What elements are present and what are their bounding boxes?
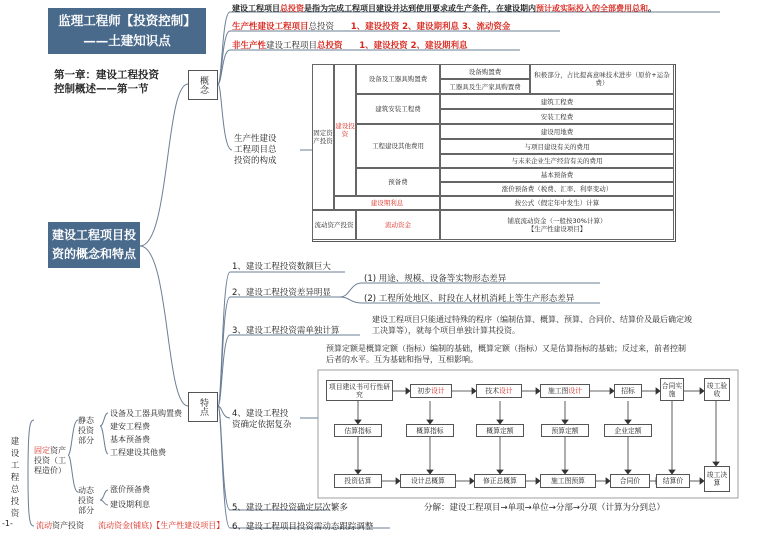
feature-2-sub2: (2) 工程所处地区、时段在人材机消耗上等生产形态差异 (364, 294, 575, 304)
flow-cost-final-accounts: 竣工决算 (704, 466, 730, 492)
tree-current-asset (36, 520, 84, 531)
feature-4-desc-1: 预算定额是概算定额（指标）编制的基础，概算定额（指标）又是估算指标的基础；反过来，前者控制 (326, 344, 686, 353)
cell-reserve: 预备费 (356, 168, 440, 196)
cell-working-capital: 流动资金 (356, 210, 440, 240)
tree-static-item-4: 工程建设其他费 (110, 448, 166, 457)
flow-stage-technical-design (476, 384, 522, 398)
center-topic (48, 222, 140, 268)
chapter-line2: 控制概述——第一节 (54, 83, 149, 95)
def3-part-b: 建设工程项目 (266, 41, 318, 51)
flow-stage-construction-drawing (540, 384, 590, 398)
flow-norm-budget-index: 概算指标 (406, 424, 454, 437)
title-line2: ——土建知识点 (83, 33, 171, 48)
cell-building-fee: 建筑安装工程费 (356, 94, 440, 124)
feature-3-desc (372, 314, 752, 336)
def1-part-d: 预计或实际投入的全部费用总和 (536, 4, 648, 13)
feature-4-l2: 资确定依据复杂 (232, 420, 292, 430)
tree-current-working: 流动资金(铺底)【生产性建设项目】 (98, 521, 225, 530)
flow-stage-feasibility: 项目建议书可行性研究 (326, 380, 393, 401)
definition-total-investment (232, 3, 656, 14)
title-box (48, 8, 206, 54)
flow-stage-acceptance: 竣工验收 (704, 378, 730, 401)
tree-dynamic-item-1: 涨价预备费 (110, 485, 150, 494)
feature-3-desc-1: 建设工程项目只能通过特殊的程序（编制估算、概算、预算、合同价、结算价及最后确定竣 (372, 315, 692, 324)
def3-part-d: 1、建设投资 2、建设期利息 (359, 41, 468, 51)
branch-feature: 特点 (188, 392, 218, 422)
chapter-line1: 第一章：建设工程投资 (54, 69, 159, 81)
cell-construction-invest: 建设投资 (334, 64, 356, 196)
cell-install-works: 安装工程费 (440, 109, 674, 124)
cell-basic-reserve: 基本预备费 (440, 168, 674, 182)
def1-part-b: 总投资 (280, 4, 304, 13)
def2-part-a: 生产性建设工程项目 (232, 22, 309, 32)
cell-working-note (440, 210, 674, 240)
def1-part-a: 建设工程项目 (232, 4, 280, 13)
def3-part-c: 总投资 (317, 41, 343, 51)
working-note-2: 【生产性建设项目】 (527, 225, 587, 233)
feature-1: 1、建设工程投资数额巨大 (232, 262, 331, 272)
def1-part-e: 。 (648, 4, 656, 13)
flow-norm-estimate-index: 估算指标 (334, 424, 382, 437)
branch-concept: 概念 (188, 70, 218, 100)
feature-2-sub1: (1) 用途、规模、设备等实物形态差异 (364, 274, 507, 284)
tree-total-label: 建设工程总投资 (10, 437, 20, 519)
tree-current-b: 资产投资 (52, 521, 84, 530)
working-note-1: 铺底流动资金（一般按30%计算） (507, 217, 607, 225)
cell-land-fee: 建设用地费 (440, 124, 674, 139)
tree-static-item-2: 建安工程费 (110, 422, 150, 431)
tree-dynamic-item-2: 建设期利息 (110, 500, 150, 509)
cell-equipment: 设备及工器具购置费 (356, 64, 440, 94)
cell-tools-purchase: 工器具及生产家具购置费 (440, 79, 530, 94)
tree-fixed-b: 资产投资（工程造价） (34, 446, 66, 475)
def1-part-c: 是指为完成工程项目建设并达到使用要求或生产条件，在建设期内 (304, 4, 536, 13)
flow-stage-contract: 合同实施 (660, 378, 684, 401)
cell-interest-calc: 按公式（假定年中发生）计算 (440, 196, 674, 210)
feature-4-desc-2: 后者的水平。互为基础和指导，互相影响。 (326, 355, 478, 364)
composition-l3: 投资的构成 (234, 156, 277, 166)
flow-stage-bidding: 招标 (614, 384, 642, 398)
feature-3-desc-2: 工决算等），就每个项目单独计算其投资。 (372, 326, 520, 335)
flow-cost-revised-budget: 修正总概算 (474, 474, 526, 488)
flow-norm-forecast-quota: 预算定额 (541, 424, 589, 437)
flow-norm-enterprise-quota: 企业定额 (604, 424, 652, 437)
stage3-a: 技术 (485, 387, 499, 395)
tree-fixed-a: 固定 (34, 446, 50, 455)
stage2-a: 初步 (417, 387, 431, 395)
def2-part-c: 1、建设投资 2、建设期利息 3、流动资金 (350, 22, 511, 32)
feature-4 (232, 409, 292, 431)
composition-l2: 工程项目总 (234, 145, 277, 155)
tree-static-part (78, 416, 100, 446)
tree-static-label: 静态投资部分 (78, 416, 94, 445)
page-number: -1- (2, 519, 13, 528)
chapter-label (54, 68, 159, 96)
tree-dynamic-label: 动态投资部分 (78, 486, 94, 515)
def2-part-b: 总投资 (308, 22, 335, 32)
center-topic-line1: 建设工程项目投 (51, 228, 136, 242)
cell-equip-note: 积极部分，占比提高意味技术进步（原价+运杂费） (530, 64, 674, 94)
cell-future-related: 与未来企业生产经营有关的费用 (440, 154, 674, 168)
stage2-b: 设计 (431, 387, 445, 395)
composition-label (234, 134, 277, 167)
stage4-a: 施工图 (548, 387, 569, 395)
feature-6: 6、建设工程项目投资需动态跟踪调整 (232, 522, 374, 532)
flow-cost-estimate: 投资估算 (334, 474, 382, 488)
flow-norm-budget-quota: 概算定额 (476, 424, 524, 437)
stage3-b: 设计 (499, 387, 513, 395)
tree-static-item-1: 设备及工器具购置费 (110, 409, 182, 418)
feature-5-desc: 分解：建设工程项目→单项→单位→分部→分项（计算为分到总） (424, 503, 665, 513)
feature-3: 3、建设工程投资需单独计算 (232, 326, 340, 336)
cell-equip-purchase: 设备购置费 (440, 64, 530, 79)
cell-fixed: 固定资产投资 (312, 64, 334, 210)
cell-project-related: 与项目建设有关的费用 (440, 139, 674, 154)
feature-4-l1: 4、建设工程投 (232, 409, 289, 419)
cell-current: 流动资产投资 (312, 210, 356, 240)
def3-part-a: 非生产性 (232, 41, 267, 51)
center-topic-line2: 资的概念和特点 (51, 247, 136, 261)
stage4-b: 设计 (568, 387, 582, 395)
feature-5: 5、建设工程投资确定层次繁多 (232, 503, 348, 513)
flow-cost-contract-price: 合同价 (610, 474, 650, 488)
cell-interest: 建设期利息 (334, 196, 440, 210)
flow-cost-settlement: 结算价 (656, 474, 690, 488)
title-line1: 监理工程师【投资控制】 (58, 13, 196, 28)
tree-dynamic-part (78, 486, 100, 516)
tree-static-item-3: 基本预备费 (110, 435, 150, 444)
tree-fixed-asset (34, 446, 68, 476)
definition-productive (232, 22, 510, 33)
flow-cost-drawing-budget: 施工图预算 (540, 474, 596, 488)
definition-non-productive (232, 41, 468, 52)
tree-current-a: 流动 (36, 521, 52, 530)
cell-other-fee: 工程建设其他费用 (356, 124, 440, 168)
cell-price-reserve: 涨价预备费（税费、汇率、利率变动） (440, 182, 674, 196)
flow-cost-design-budget: 设计总概算 (400, 474, 456, 488)
flow-stage-preliminary-design (410, 384, 452, 398)
feature-4-desc (326, 343, 746, 365)
cell-building-works: 建筑工程费 (440, 94, 674, 109)
feature-2: 2、建设工程投资差异明显 (232, 288, 331, 298)
composition-l1: 生产性建设 (234, 134, 277, 144)
